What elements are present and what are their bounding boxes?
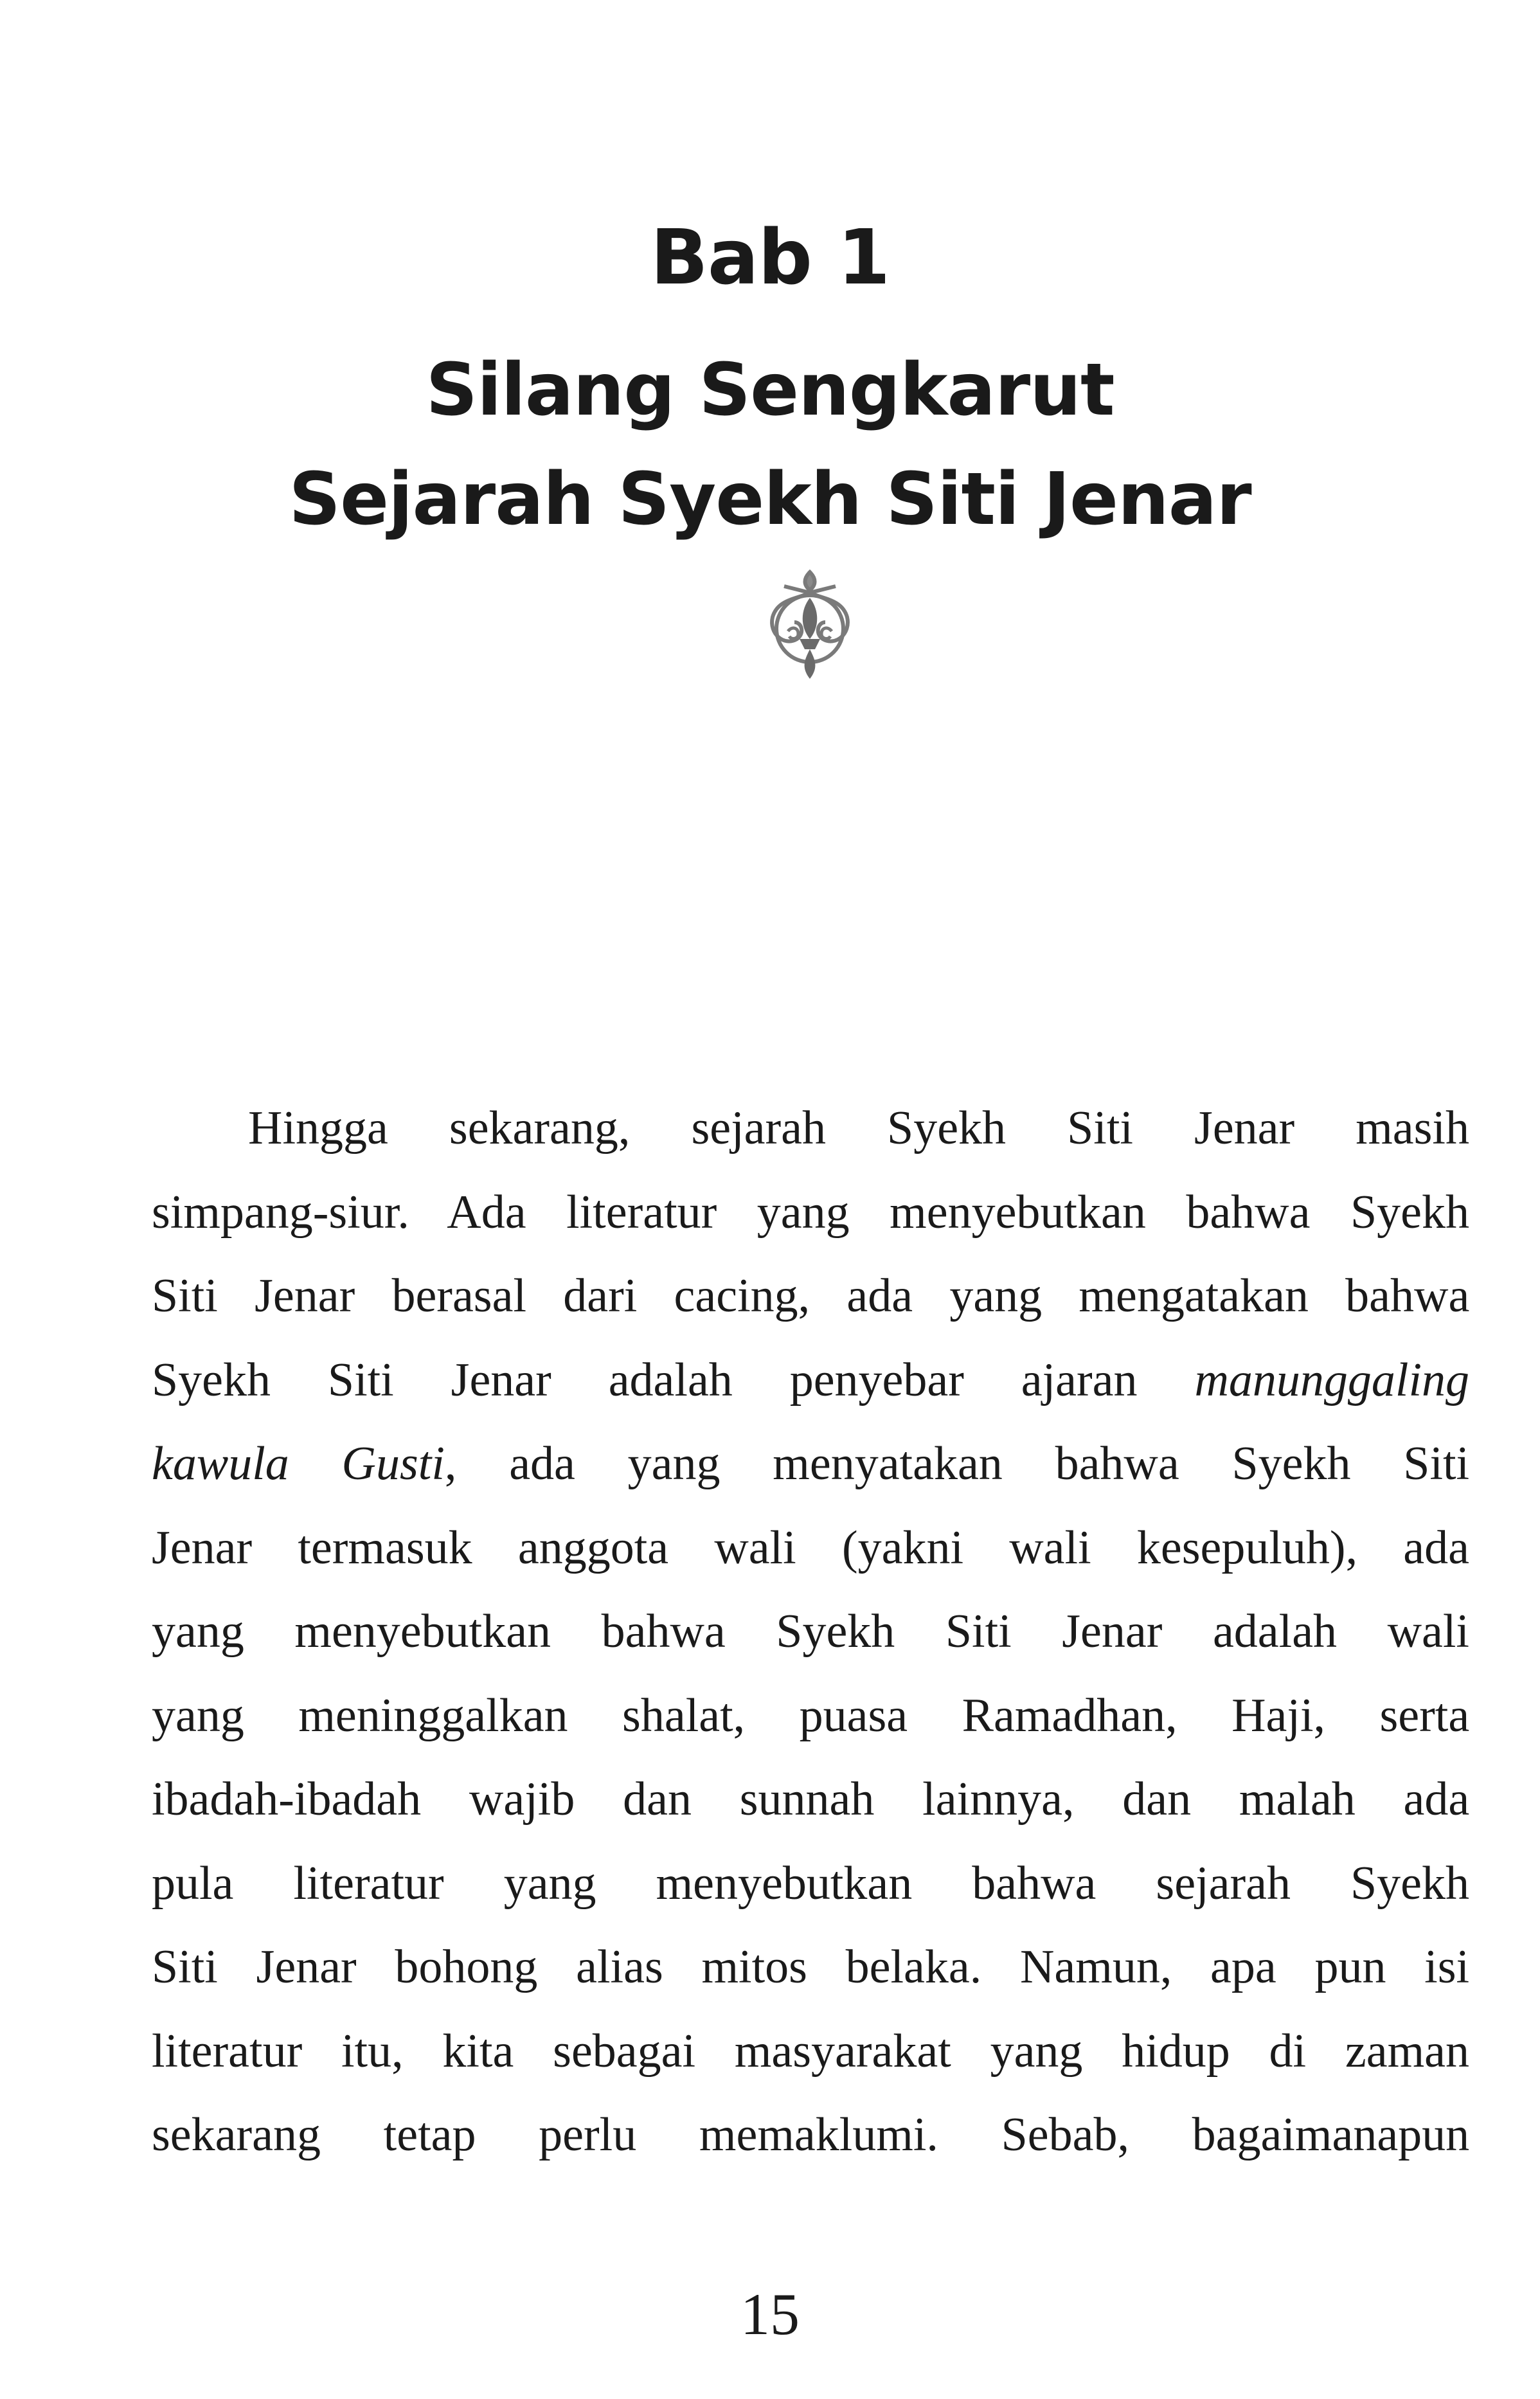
body-line: Hingga sekarang, sejarah Syekh Siti Jenar masih bbox=[248, 1102, 1469, 1155]
italic-term: manunggaling bbox=[1194, 1353, 1469, 1406]
body-line: Siti Jenar berasal dari cacing, ada yang mengatakan bahwa bbox=[152, 1270, 1470, 1322]
body-line: literatur itu, kita sebagai masyarakat yang hidup di zaman bbox=[152, 2024, 1469, 2078]
fleur-ornament-icon bbox=[758, 567, 861, 683]
page-number: 15 bbox=[740, 2281, 800, 2347]
body-line: sekarang tetap perlu memaklumi. Sebab, bagaimanapun bbox=[152, 2108, 1470, 2161]
body-line: yang meninggalkan shalat, puasa Ramadhan, Haji, serta bbox=[152, 1689, 1470, 1742]
body-line: yang menyebutkan bahwa Syekh Siti Jenar adalah wali bbox=[152, 1605, 1469, 1658]
chapter-title bbox=[0, 336, 1540, 554]
body-line bbox=[152, 1338, 1469, 1423]
body-line: simpang-siur. Ada literatur yang menyebutkan bahwa Syekh bbox=[152, 1185, 1469, 1239]
chapter-title-line-1: Silang Sengkarut bbox=[425, 348, 1115, 432]
body-line-text: Syekh Siti Jenar adalah penyebar ajaran bbox=[152, 1353, 1195, 1406]
chapter-title-line-2: Sejarah Syekh Siti Jenar bbox=[289, 458, 1251, 541]
body-line: Siti Jenar bohong alias mitos belaka. Namun, apa pun isi bbox=[152, 1941, 1470, 1993]
body-paragraph bbox=[152, 1086, 1469, 2177]
body-line: pula literatur yang menyebutkan bahwa sejarah Syekh bbox=[152, 1856, 1469, 1910]
body-line-text: , ada yang menyatakan bahwa Syekh Siti bbox=[444, 1437, 1470, 1490]
body-line: ibadah-ibadah wajib dan sunnah lainnya, dan malah ada bbox=[152, 1773, 1470, 1826]
italic-term: kawula Gusti bbox=[152, 1437, 445, 1490]
body-line: Jenar termasuk anggota wali (yakni wali kesepuluh), ada bbox=[152, 1521, 1469, 1574]
chapter-number: Bab 1 bbox=[650, 213, 890, 301]
body-line bbox=[152, 1422, 1469, 1506]
